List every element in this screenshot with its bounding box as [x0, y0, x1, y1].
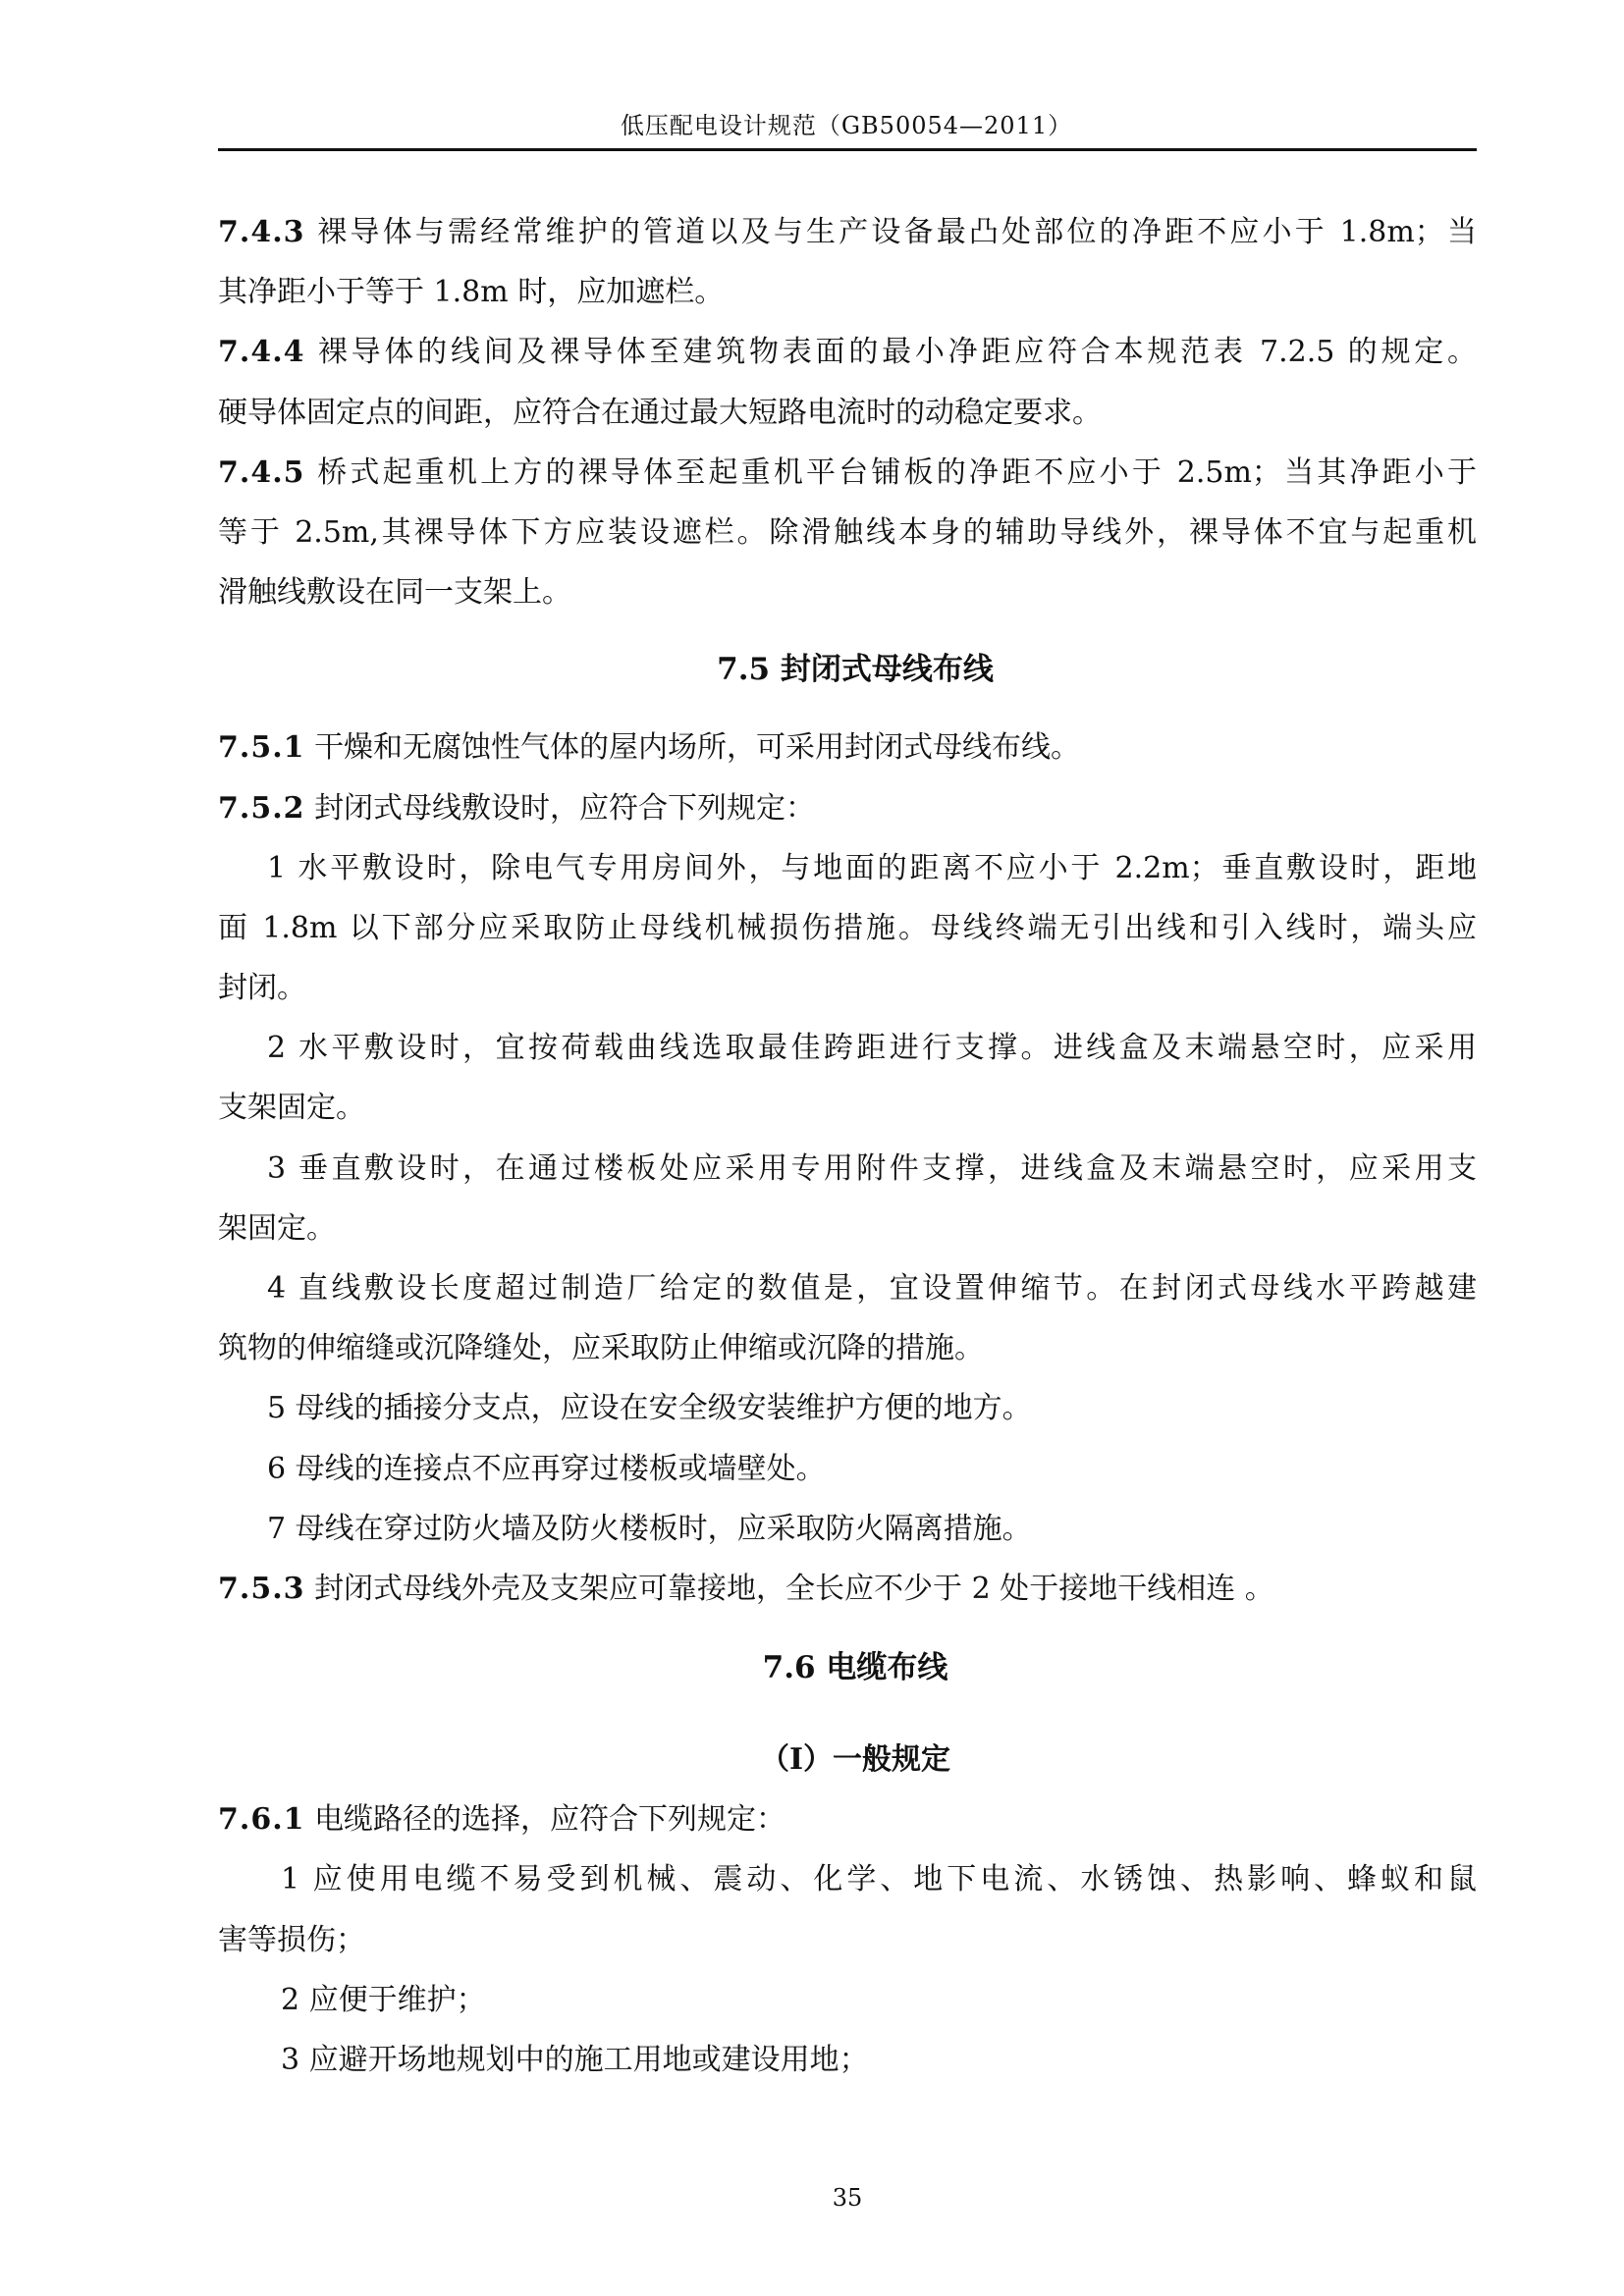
header-rule [218, 148, 1477, 151]
list-item-7-6-1-1-line-1: 1 应使用电缆不易受到机械、震动、化学、地下电流、水锈蚀、热影响、蜂蚁和鼠 [281, 1862, 1477, 1897]
list-item-7-5-2-4-line-2: 筑物的伸缩缝或沉降缝处，应采取防止伸缩或沉降的措施。 [218, 1331, 984, 1366]
clause-text: 干燥和无腐蚀性气体的屋内场所，可采用封闭式母线布线。 [314, 730, 1081, 766]
list-item-7-6-1-3: 3 应避开场地规划中的施工用地或建设用地； [281, 2042, 869, 2077]
clause-number: 7.5.1 [218, 730, 305, 766]
clause-number: 7.4.3 [218, 215, 305, 249]
list-item-7-5-2-2-line-1: 2 水平敷设时，宜按荷载曲线选取最佳跨距进行支撑。进线盒及末端悬空时，应采用 [267, 1031, 1477, 1066]
list-item-7-6-1-2: 2 应便于维护； [281, 1982, 486, 2017]
clause-7-4-5-line-3: 滑触线敷设在同一支架上。 [218, 575, 571, 611]
running-header: 低压配电设计规范（GB50054—2011） [620, 112, 1073, 139]
clause-7-4-3-line-2: 其净距小于等于 1.8m 时，应加遮栏。 [218, 275, 725, 310]
clause-text: 电缆路径的选择，应符合下列规定： [314, 1802, 786, 1838]
clause-7-4-5-line-2: 等于 2.5m,其裸导体下方应装设遮栏。除滑触线本身的辅助导线外，裸导体不宜与起重机 [218, 514, 1477, 550]
clause-number: 7.4.5 [218, 454, 305, 490]
clause-7-4-4-line-1 [218, 322, 1477, 382]
clause-7-6-1 [218, 1789, 1477, 1849]
list-item-7-5-2-2-line-2: 支架固定。 [218, 1091, 365, 1126]
clause-7-5-2 [218, 778, 1477, 838]
list-item-7-5-2-3-line-2: 架固定。 [218, 1210, 336, 1246]
list-item-7-5-2-5: 5 母线的插接分支点，应设在安全级安装维护方便的地方。 [267, 1391, 1032, 1426]
subsection-heading-general: （Ⅰ）一般规定 [759, 1742, 951, 1778]
clause-number: 7.4.4 [218, 335, 305, 370]
clause-text: 封闭式母线敷设时，应符合下列规定： [314, 790, 816, 826]
clause-text: 裸导体与需经常维护的管道以及与生产设备最凸处部位的净距不应小于 1.8m；当 [317, 215, 1477, 249]
clause-7-4-4-line-2: 硬导体固定点的间距，应符合在通过最大短路电流时的动稳定要求。 [218, 395, 1102, 430]
clause-number: 7.5.2 [218, 790, 305, 826]
clause-number: 7.6.1 [218, 1802, 305, 1838]
list-item-7-5-2-1-line-3: 封闭。 [218, 971, 306, 1006]
list-item-7-5-2-6: 6 母线的连接点不应再穿过楼板或墙壁处。 [267, 1451, 826, 1486]
list-item-7-5-2-7: 7 母线在穿过防火墙及防火楼板时，应采取防火隔离措施。 [267, 1511, 1032, 1546]
list-item-7-5-2-3-line-1: 3 垂直敷设时，在通过楼板处应采用专用附件支撑，进线盒及末端悬空时，应采用支 [267, 1150, 1477, 1186]
document-body [218, 202, 1477, 2090]
clause-7-5-1 [218, 718, 1477, 777]
clause-text: 裸导体的线间及裸导体至建筑物表面的最小净距应符合本规范表 7.2.5 的规定。 [317, 335, 1477, 370]
section-heading-7-5: 7.5 封闭式母线布线 [717, 652, 994, 688]
clause-text: 封闭式母线外壳及支架应可靠接地，全长应不少于 2 处于接地干线相连 。 [314, 1571, 1274, 1606]
section-heading-7-6: 7.6 电缆布线 [762, 1650, 948, 1686]
clause-7-4-5-line-1 [218, 443, 1477, 503]
list-item-7-5-2-1-line-1: 1 水平敷设时，除电气专用房间外，与地面的距离不应小于 2.2m；垂直敷设时，距地 [267, 850, 1477, 885]
list-item-7-6-1-1-line-2: 害等损伤； [218, 1922, 365, 1957]
clause-number: 7.5.3 [218, 1571, 305, 1606]
clause-7-4-3-line-1 [218, 202, 1477, 262]
clause-text: 桥式起重机上方的裸导体至起重机平台铺板的净距不应小于 2.5m；当其净距小于 [317, 454, 1477, 490]
page-number: 35 [832, 2184, 863, 2212]
clause-7-5-3 [218, 1559, 1477, 1619]
list-item-7-5-2-1-line-2: 面 1.8m 以下部分应采取防止母线机械损伤措施。母线终端无引出线和引入线时，端头应 [218, 910, 1477, 945]
list-item-7-5-2-4-line-1: 4 直线敷设长度超过制造厂给定的数值是，宜设置伸缩节。在封闭式母线水平跨越建 [267, 1271, 1477, 1306]
